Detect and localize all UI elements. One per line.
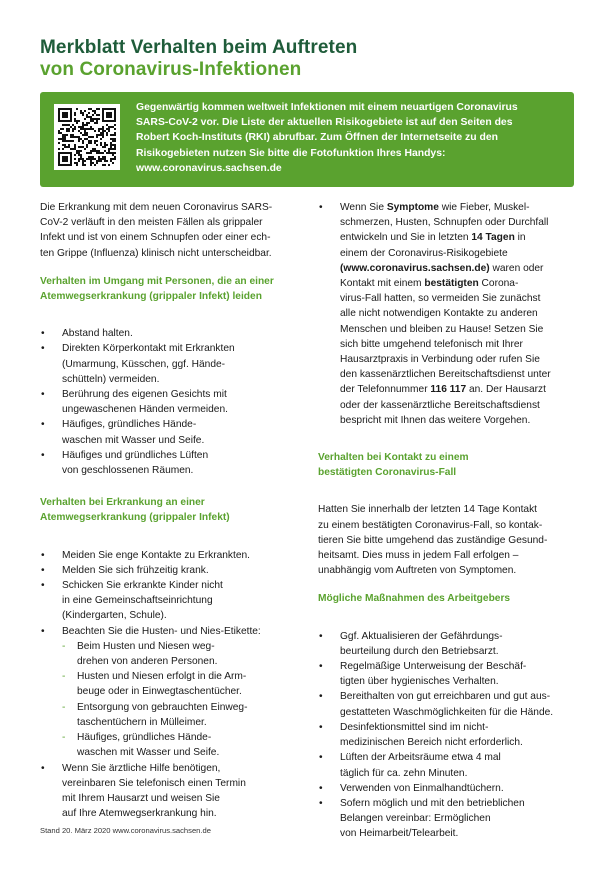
banner-link[interactable]: www.coronavirus.sachsen.de (136, 162, 282, 174)
list-item: • Wenn Sie ärztliche Hilfe benötigen, vereinbaren Sie telefonisch einen Termin mit Ihrem Hausarzt und weisen Sie auf Ihre Atemwegserkrankung hin. (40, 761, 292, 822)
sub-list-etiquette (62, 639, 292, 761)
sub-list-item: - Entsorgung von gebrauchten Einweg- taschentüchern in Mülleimer. (62, 700, 292, 730)
list-item: • Ggf. Aktualisieren der Gefährdungs- beurteilung durch den Betriebsarzt. (318, 629, 576, 659)
list-item: • Beachten Sie die Husten- und Nies-Etikette: - Beim Husten und Niesen weg- drehen von anderen Personen. - Husten und Niesen erfolgt in die Arm- beuge oder in Einwegtaschentücher. - Entsorgung von gebrauchten Einweg- taschentüchern in Mülleimer. - Häufiges, gründliches Hände- waschen mit Wasser und Seife. (40, 624, 292, 761)
document-title (40, 37, 357, 81)
banner-text: Gegenwärtig kommen weltweit Infektionen mit einem neuartigen Coronavirus SARS-CoV-2 vor. Die Liste der aktuellen Risikogebiete ist auf den Seiten des Robert Koch-Instituts (RKI) abrufbar. Zum Öffnen der Internetseite zu den Risikogebieten nutzen Sie bitte die Fotofunktion Ihres Handys: www.coronavirus.sachsen.de (136, 102, 518, 174)
title-line-2: von Coronavirus-Infektionen (40, 59, 302, 80)
section-heading-illness: Verhalten bei Erkrankung an einer Atemwegserkrankung (grippaler Infekt) (40, 497, 230, 524)
list-item: • Meiden Sie enge Kontakte zu Erkrankten. (40, 548, 292, 563)
sub-list-item: - Beim Husten und Niesen weg- drehen von anderen Personen. (62, 639, 292, 669)
info-banner (40, 92, 574, 187)
left-column (40, 200, 292, 821)
list-contact (40, 326, 292, 478)
list-item: • Direkten Körperkontakt mit Erkrankten (Umarmung, Küsschen, ggf. Hände- schütteln) vermeiden. (40, 341, 292, 387)
list-item: • Sofern möglich und mit den betrieblichen Belangen vereinbar: Ermöglichen von Heimarbeit/Telearbeit. (318, 796, 576, 842)
section-heading-employer: Mögliche Maßnahmen des Arbeitgebers (318, 593, 511, 605)
confirmed-contact-text: Hatten Sie innerhalb der letzten 14 Tage Kontakt zu einem bestätigten Coronavirus-Fall, so kontak- tieren Sie bitte umgehend das zuständige Gesund- heitsamt. Dies muss in jedem Fall erfolgen – unabhängig vom Auftreten von Symptomen. (318, 504, 548, 577)
section-heading-contact: Verhalten im Umgang mit Personen, die an einer Atemwegserkrankung (grippaler Infekt) leiden (40, 275, 274, 303)
right-column (318, 200, 576, 842)
list-symptoms (318, 200, 576, 428)
list-item: • Häufiges, gründliches Hände- waschen mit Wasser und Seife. (40, 417, 292, 447)
risk-area-link[interactable]: (www.coronavirus.sachsen.de) (340, 262, 490, 274)
title-line-1: Merkblatt Verhalten beim Auftreten (40, 37, 358, 58)
hotline-number: 116 117 (430, 384, 467, 396)
list-item-symptoms: • Wenn Sie Symptome wie Fieber, Muskel- schmerzen, Husten, Schnupfen oder Durchfall entwickeln und Sie in letzten 14 Tagen in einem der Coronavirus-Risikogebiete (www.coronavirus.sachsen.de) waren oder Kontakt mit einem bestätigten Corona- virus-Fall hatten, so vermeiden Sie zunächst alle nicht notwendigen Kontakte zu anderen Menschen und bleiben zu Hause! Setzen Sie sich bitte umgehend telefonisch mit Ihrer Hausarztpraxis in Verbindung oder rufen Sie den kassenärztlichen Bereitschaftsdienst unter der Telefonnummer 116 117 an. Der Hausarzt oder der kassenärztliche Bereitschaftsdienst bespricht mit Ihnen das weitere Vorgehen. (318, 200, 576, 428)
section-heading-confirmed-contact: Verhalten bei Kontakt zu einem bestätigten Coronavirus-Fall (318, 452, 469, 479)
footer: Stand 20. März 2020 www.coronavirus.sachsen.de (40, 826, 211, 835)
list-employer (318, 629, 576, 842)
qr-code-icon[interactable] (54, 104, 120, 170)
list-item: • Desinfektionsmittel sind im nicht- medizinischen Bereich nicht erforderlich. (318, 720, 576, 750)
sub-list-item: - Husten und Niesen erfolgt in die Arm- beuge oder in Einwegtaschentücher. (62, 669, 292, 699)
list-item: • Verwenden von Einmalhandtüchern. (318, 781, 576, 796)
list-item: • Berührung des eigenen Gesichts mit ungewaschenen Händen vermeiden. (40, 387, 292, 417)
list-item: • Melden Sie sich frühzeitig krank. (40, 563, 292, 578)
sub-list-item: - Häufiges, gründliches Hände- waschen mit Wasser und Seife. (62, 730, 292, 760)
list-illness (40, 548, 292, 822)
list-item: • Schicken Sie erkrankte Kinder nicht in eine Gemeinschaftseinrichtung (Kindergarten, Schule). (40, 578, 292, 624)
list-item: • Bereithalten von gut erreichbaren und gut aus- gestatteten Waschmöglichkeiten für die Hände. (318, 689, 576, 719)
list-item: • Häufiges und gründliches Lüften von geschlossenen Räumen. (40, 448, 292, 478)
list-item: • Lüften der Arbeitsräume etwa 4 mal täglich für ca. zehn Minuten. (318, 750, 576, 780)
list-item: • Regelmäßige Unterweisung der Beschäf- tigten über hygienisches Verhalten. (318, 659, 576, 689)
list-item: • Abstand halten. (40, 326, 292, 341)
intro-text: Die Erkrankung mit dem neuen Coronavirus SARS- CoV-2 verläuft in den meisten Fällen als grippaler Infekt und ist von einem Schnupfen oder einer ech- ten Grippe (Influenza) klinisch nicht unterscheidbar. (40, 202, 273, 259)
